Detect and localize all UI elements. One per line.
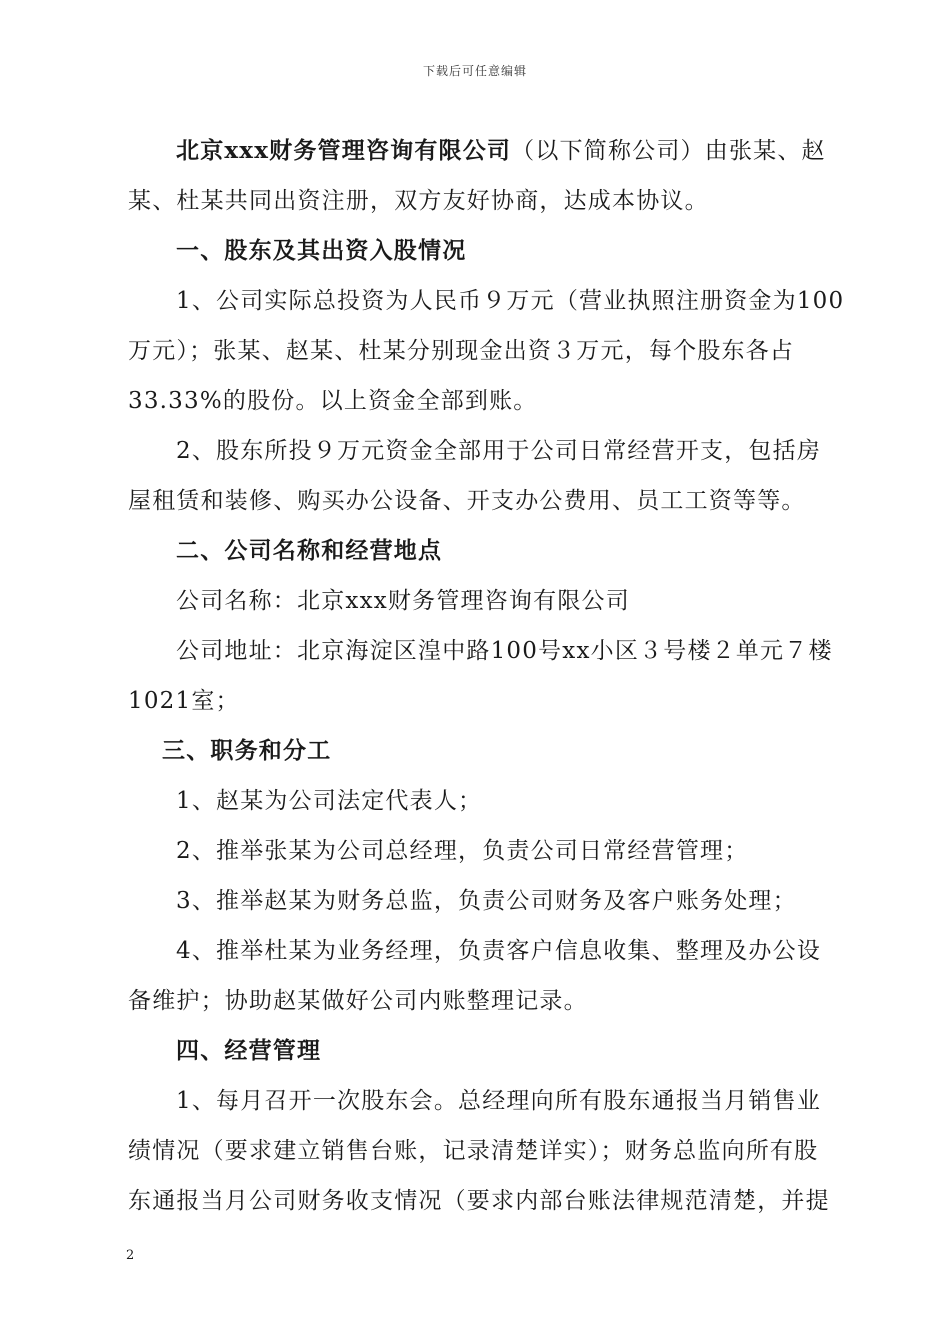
paragraph-line: 公司地址：北京海淀区湟中路100号xx小区３号楼２单元７楼 <box>176 638 833 664</box>
intro-line-2: 某、杜某共同出资注册，双方友好协商，达成本协议。 <box>128 188 709 214</box>
paragraph-line: 1、公司实际总投资为人民币９万元（营业执照注册资金为100 <box>176 288 845 314</box>
paragraph-line: 1、每月召开一次股东会。总经理向所有股东通报当月销售业 <box>176 1088 822 1114</box>
section-heading-3: 三、职务和分工 <box>162 737 332 764</box>
paragraph-line: 备维护；协助赵某做好公司内账整理记录。 <box>128 988 588 1014</box>
intro-line-1-rest: （以下简称公司）由张某、赵 <box>511 138 826 164</box>
section-heading-1: 一、股东及其出资入股情况 <box>176 237 467 264</box>
paragraph-line: 公司名称：北京xxx财务管理咨询有限公司 <box>176 588 630 614</box>
paragraph-line: 万元）；张某、赵某、杜某分别现金出资３万元，每个股东各占 <box>128 338 795 364</box>
paragraph-line: 3、推举赵某为财务总监，负责公司财务及客户账务处理； <box>176 888 797 914</box>
paragraph-line: 绩情况（要求建立销售台账，记录清楚详实）；财务总监向所有股 <box>128 1138 819 1164</box>
page-header: 下载后可任意编辑 <box>422 64 527 78</box>
paragraph-line: 2、股东所投９万元资金全部用于公司日常经营开支，包括房 <box>176 438 822 464</box>
paragraph-line: 1、赵某为公司法定代表人； <box>176 788 483 814</box>
paragraph-line: 33.33%的股份。以上资金全部到账。 <box>128 388 538 414</box>
paragraph-line: 屋租赁和装修、购买办公设备、开支办公费用、员工工资等等。 <box>128 488 806 514</box>
intro-line-1 <box>176 136 826 166</box>
section-heading-4: 四、经营管理 <box>176 1037 322 1064</box>
paragraph-line: 4、推举杜某为业务经理，负责客户信息收集、整理及办公设 <box>176 938 822 964</box>
paragraph-line: 东通报当月公司财务收支情况（要求内部台账法律规范清楚，并提 <box>128 1188 830 1214</box>
company-name: 北京xxx财务管理咨询有限公司 <box>176 137 512 164</box>
page-number: 2 <box>126 1248 135 1263</box>
paragraph-line: 2、推举张某为公司总经理，负责公司日常经营管理； <box>176 838 749 864</box>
paragraph-line: 1021室； <box>128 688 240 714</box>
section-heading-2: 二、公司名称和经营地点 <box>176 537 443 564</box>
